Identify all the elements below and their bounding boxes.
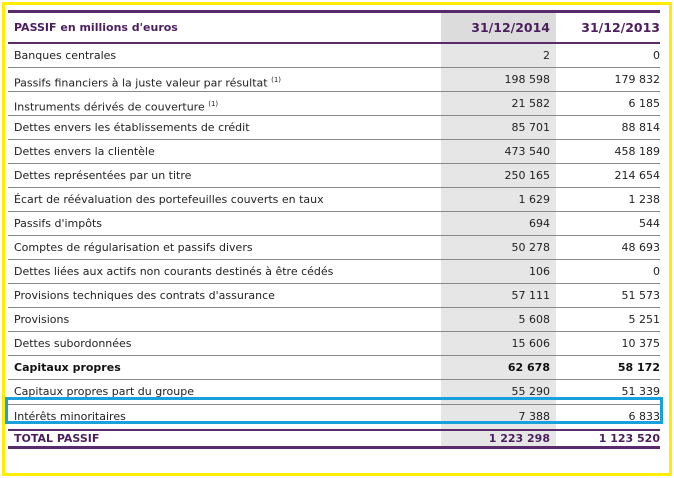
row-value-2013: 51 339 [621, 385, 660, 398]
row-label: Passifs financiers à la juste valeur par résultat $^{(1)}$ [14, 76, 282, 90]
row-value-2013: 458 189 [614, 145, 660, 158]
header-col-2014: 31/12/2014 [441, 13, 556, 42]
total-value-2014: 1 223 298 [441, 431, 556, 446]
row-label: Capitaux propres [14, 361, 121, 374]
row-label: Dettes liées aux actifs non courants destinés à être cédés [14, 265, 334, 278]
table-row [8, 260, 660, 284]
row-value-2014: 85 701 [441, 116, 556, 139]
row-value-2014: 5 608 [441, 308, 556, 331]
row-value-2013: 0 [653, 265, 660, 278]
row-label: Dettes envers les établissements de crédit [14, 121, 250, 134]
row-value-2014: 250 165 [441, 164, 556, 187]
row-value-2014: 62 678 [441, 356, 556, 379]
table-row [8, 308, 660, 332]
row-label: Dettes subordonnées [14, 337, 132, 350]
row-value-2014: 15 606 [441, 332, 556, 355]
row-value-2014: 55 290 [441, 380, 556, 404]
table-row [8, 332, 660, 356]
row-value-2013: 6 833 [628, 410, 660, 423]
row-label: Écart de réévaluation des portefeuilles couverts en taux [14, 193, 324, 206]
row-value-2014: 473 540 [441, 140, 556, 163]
row-label: Capitaux propres part du groupe [14, 385, 194, 398]
row-value-2013: 51 573 [621, 289, 660, 302]
row-value-2013: 0 [653, 49, 660, 62]
header-label: PASSIF en millions d'euros [14, 21, 178, 34]
table-row [8, 116, 660, 140]
table-row [8, 236, 660, 260]
row-label: Dettes représentées par un titre [14, 169, 192, 182]
row-value-2013: 58 172 [617, 361, 660, 374]
table-row [8, 92, 660, 116]
row-value-2013: 179 832 [614, 73, 660, 86]
table-total-row [8, 429, 660, 449]
footnote-ref: (1) [271, 76, 282, 84]
table-row [8, 164, 660, 188]
table-row-capitaux-propres [8, 356, 660, 380]
row-label: Comptes de régularisation et passifs divers [14, 241, 253, 254]
table-row [8, 405, 660, 429]
table-row [8, 140, 660, 164]
row-value-2013: 214 654 [614, 169, 660, 182]
row-label: Intérêts minoritaires [14, 410, 126, 423]
row-value-2013: 5 251 [628, 313, 660, 326]
row-value-2013: 10 375 [621, 337, 660, 350]
row-value-2014: 2 [441, 44, 556, 67]
row-value-2014: 50 278 [441, 236, 556, 259]
total-value-2013: 1 123 520 [598, 432, 660, 445]
total-label: TOTAL PASSIF [14, 432, 100, 445]
row-label: Provisions [14, 313, 70, 326]
passif-table [8, 10, 660, 449]
table-row [8, 284, 660, 308]
row-label: Instruments dérivés de couverture $^{(1)}$ [14, 100, 219, 114]
row-value-2014: 1 629 [441, 188, 556, 211]
row-value-2014: 57 111 [441, 284, 556, 307]
row-value-2014: 7 388 [441, 405, 556, 429]
table-row [8, 188, 660, 212]
row-label: Dettes envers la clientèle [14, 145, 155, 158]
header-col-2013: 31/12/2013 [581, 20, 660, 35]
footnote-ref: (1) [208, 100, 219, 108]
table-row [8, 44, 660, 68]
row-value-2014: 694 [441, 212, 556, 235]
row-value-2014: 106 [441, 260, 556, 283]
row-value-2013: 48 693 [621, 241, 660, 254]
row-value-2013: 6 185 [628, 97, 660, 110]
row-label: Banques centrales [14, 49, 117, 62]
table-row-part-du-groupe [8, 380, 660, 405]
table-row [8, 212, 660, 236]
table-header [8, 10, 660, 44]
row-value-2013: 544 [639, 217, 660, 230]
row-value-2014: 198 598 [441, 68, 556, 91]
row-label: Provisions techniques des contrats d'assurance [14, 289, 275, 302]
table-row [8, 68, 660, 92]
row-value-2013: 88 814 [621, 121, 660, 134]
row-value-2014: 21 582 [441, 92, 556, 115]
row-value-2013: 1 238 [628, 193, 660, 206]
row-label: Passifs d'impôts [14, 217, 103, 230]
